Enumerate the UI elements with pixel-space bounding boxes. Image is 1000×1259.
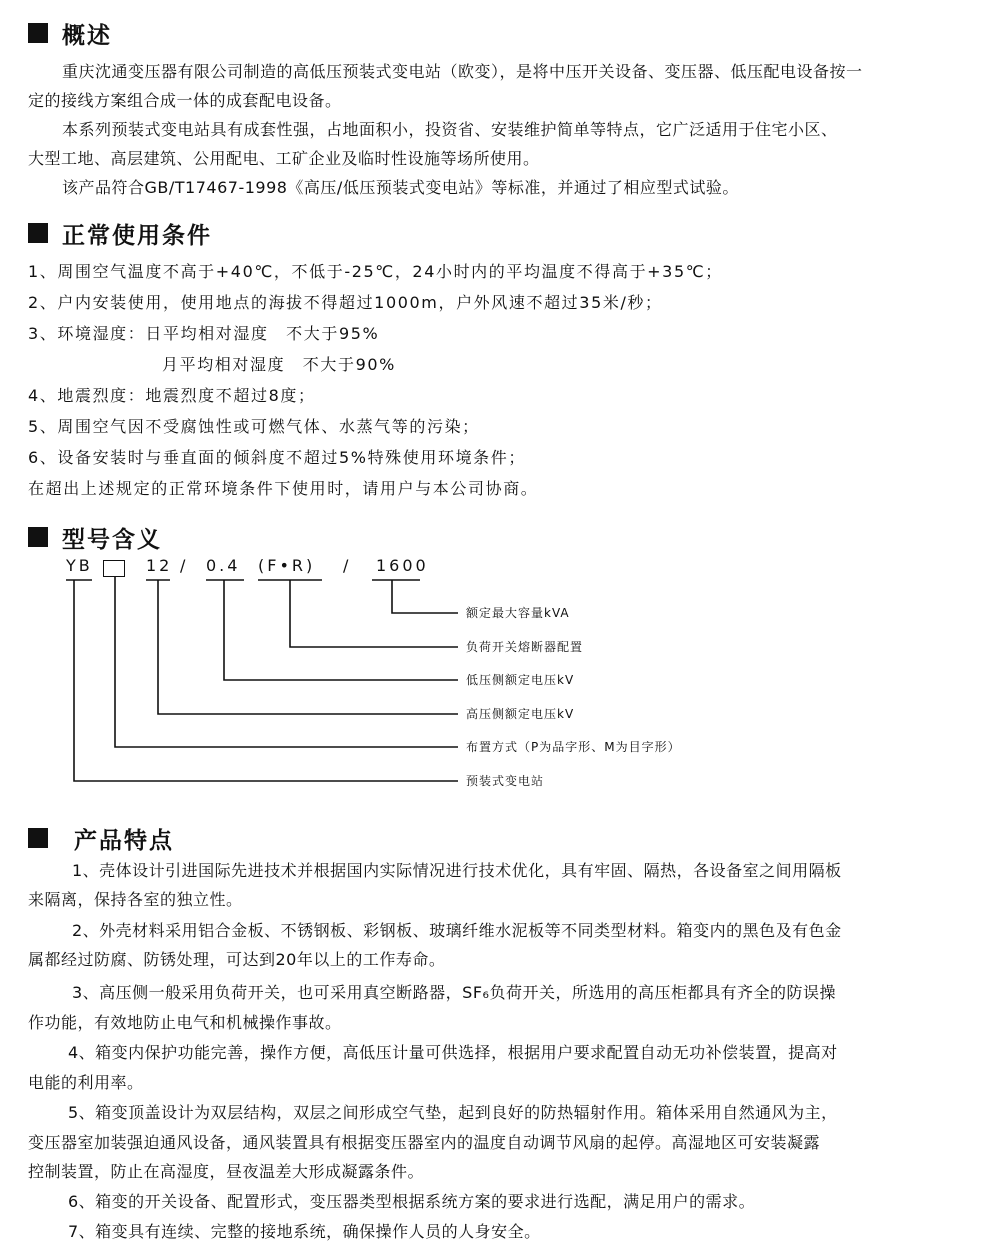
- section-title-features: [28, 823, 174, 853]
- model-part-slash: /: [180, 556, 189, 575]
- feature-line: 4、箱变内保护功能完善，操作方便，高低压计量可供选择，根据用户要求配置自动无功补偿装置，提高对: [68, 1043, 838, 1062]
- model-part-voltage-high: 12: [146, 556, 173, 575]
- condition-line: 2、户内安装使用，使用地点的海拔不得超过1000m，户外风速不超过35米/秒；: [28, 293, 663, 312]
- feature-line: 属都经过防腐、防锈处理，可达到20年以上的工作寿命。: [28, 950, 446, 969]
- condition-line: 4、地震烈度：地震烈度不超过8度；: [28, 386, 316, 405]
- model-label-capacity: 额定最大容量kVA: [466, 606, 570, 620]
- condition-line: 3、环境湿度：日平均相对湿度 不大于95%: [28, 324, 380, 343]
- feature-line: 控制装置，防止在高湿度，昼夜温差大形成凝露条件。: [28, 1162, 425, 1181]
- section-bullet-icon: [28, 828, 48, 848]
- feature-line: 来隔离，保持各室的独立性。: [28, 890, 243, 909]
- model-part-yb: YB: [66, 556, 93, 575]
- condition-line: 5、周围空气因不受腐蚀性或可燃气体、水蒸气等的污染；: [28, 417, 480, 436]
- overview-line: 大型工地、高层建筑、公用配电、工矿企业及临时性设施等场所使用。: [28, 149, 540, 168]
- section-title-text: 概述: [62, 22, 112, 49]
- model-label-substation: 预装式变电站: [466, 774, 545, 788]
- feature-line: 7、箱变具有连续、完整的接地系统，确保操作人员的人身安全。: [68, 1222, 541, 1241]
- section-title-text: 型号含义: [62, 526, 162, 553]
- condition-line: 在超出上述规定的正常环境条件下使用时，请用户与本公司协商。: [28, 479, 539, 498]
- model-part-capacity: 1600: [376, 556, 429, 575]
- condition-line: 6、设备安装时与垂直面的倾斜度不超过5%特殊使用环境条件；: [28, 448, 526, 467]
- overview-line: 该产品符合GB/T17467-1998《高压/低压预装式变电站》等标准，并通过了相应型式试验。: [62, 178, 739, 197]
- feature-line: 1、壳体设计引进国际先进技术并根据国内实际情况进行技术优化，具有牢固、隔热，各设备室之间用隔板: [72, 861, 842, 880]
- overview-line: 定的接线方案组合成一体的成套配电设备。: [28, 91, 342, 110]
- condition-line: 1、周围空气温度不高于+40℃，不低于-25℃，24小时内的平均温度不得高于+35℃；: [28, 262, 723, 281]
- overview-line: 重庆沈通变压器有限公司制造的高低压预装式变电站（欧变），是将中压开关设备、变压器、低压配电设备按一: [62, 62, 863, 81]
- section-title-text: 产品特点: [74, 827, 174, 854]
- model-label-layout: 布置方式（P为品字形、M为目字形）: [466, 740, 681, 754]
- model-label-high-voltage: 高压侧额定电压kV: [466, 707, 575, 721]
- feature-line: 电能的利用率。: [28, 1073, 144, 1092]
- feature-line: 变压器室加装强迫通风设备，通风装置具有根据变压器室内的温度自动调节风扇的起停。高湿地区可安装凝露: [28, 1133, 821, 1152]
- model-label-fuse: 负荷开关熔断器配置: [466, 640, 584, 654]
- model-label-low-voltage: 低压侧额定电压kV: [466, 673, 575, 687]
- overview-line: 本系列预装式变电站具有成套性强，占地面积小，投资省、安装维护简单等特点，它广泛适用于住宅小区、: [62, 120, 838, 139]
- feature-line: 6、箱变的开关设备、配置形式，变压器类型根据系统方案的要求进行选配，满足用户的需求。: [68, 1192, 756, 1211]
- model-part-slash: /: [343, 556, 352, 575]
- model-part-voltage-low: 0.4: [206, 556, 241, 575]
- feature-line: 作功能，有效地防止电气和机械操作事故。: [28, 1013, 342, 1032]
- feature-line: 3、高压侧一般采用负荷开关，也可采用真空断路器，SF₆负荷开关，所选用的高压柜都具有齐全的防误操: [72, 983, 836, 1002]
- feature-line: 5、箱变顶盖设计为双层结构，双层之间形成空气垫，起到良好的防热辐射作用。箱体采用自然通风为主，: [68, 1103, 838, 1122]
- section-title-text: 正常使用条件: [62, 222, 212, 249]
- condition-line: 月平均相对湿度 不大于90%: [162, 355, 396, 374]
- model-part-fr: (F•R): [258, 556, 316, 575]
- feature-line: 2、外壳材料采用铝合金板、不锈钢板、彩钢板、玻璃纤维水泥板等不同类型材料。箱变内的黑色及有色金: [72, 921, 842, 940]
